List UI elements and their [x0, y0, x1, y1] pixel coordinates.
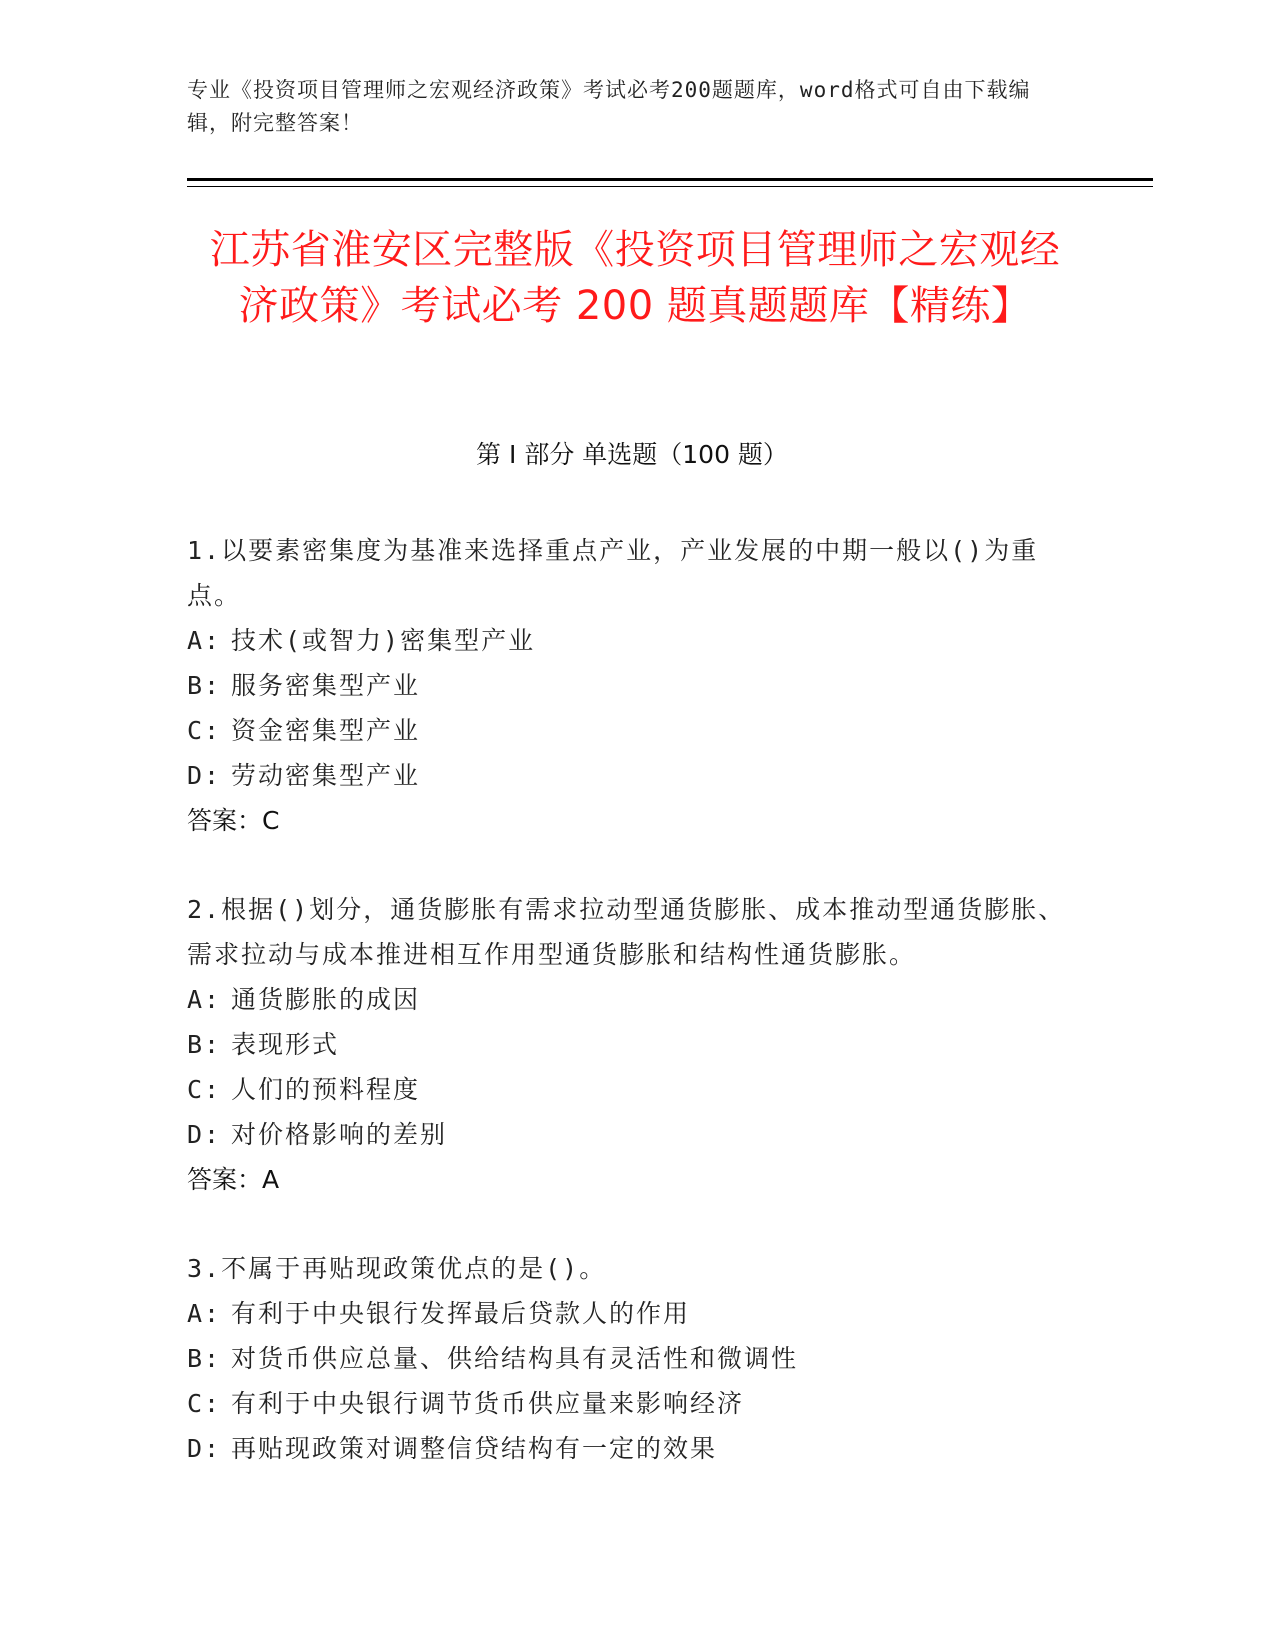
- option-d: [187, 1112, 1067, 1157]
- option-text: 通货膨胀的成因: [231, 985, 421, 1014]
- document-title: 江苏省淮安区完整版《投资项目管理师之宏观经济政策》考试必考 200 题真题题库【精练】: [209, 227, 1061, 329]
- option-text: 对价格影响的差别: [231, 1120, 448, 1149]
- answer: 答案：C: [187, 806, 280, 835]
- answer: 答案：A: [187, 1165, 280, 1194]
- question-stem: 2.根据()划分，通货膨胀有需求拉动型通货膨胀、成本推动型通货膨胀、需求拉动与成本推进相互作用型通货膨胀和结构性通货膨胀。: [187, 895, 1066, 969]
- option-a: [187, 618, 1067, 663]
- option-text: 有利于中央银行调节货币供应量来影响经济: [231, 1389, 745, 1418]
- option-d: [187, 1426, 1067, 1471]
- option-letter: C:: [187, 1075, 222, 1104]
- option-letter: A:: [187, 626, 222, 655]
- option-text: 表现形式: [231, 1030, 340, 1059]
- option-text: 有利于中央银行发挥最后贷款人的作用: [231, 1299, 691, 1328]
- option-letter: C:: [187, 716, 222, 745]
- option-letter: D:: [187, 1120, 222, 1149]
- question-list: [187, 528, 1067, 1515]
- option-text: 对货币供应总量、供给结构具有灵活性和微调性: [231, 1344, 799, 1373]
- option-letter: A:: [187, 985, 222, 1014]
- question-2: [187, 887, 1067, 1202]
- header-rule-thick: [187, 178, 1153, 181]
- option-c: [187, 708, 1067, 753]
- option-b: [187, 1336, 1067, 1381]
- option-text: 技术(或智力)密集型产业: [231, 626, 536, 655]
- option-a: [187, 977, 1067, 1022]
- option-d: [187, 753, 1067, 798]
- question-1: [187, 528, 1067, 843]
- option-letter: B:: [187, 671, 222, 700]
- option-text: 资金密集型产业: [231, 716, 421, 745]
- option-text: 再贴现政策对调整信贷结构有一定的效果: [231, 1434, 718, 1463]
- option-letter: B:: [187, 1344, 222, 1373]
- option-a: [187, 1291, 1067, 1336]
- option-letter: C:: [187, 1389, 222, 1418]
- option-b: [187, 663, 1067, 708]
- option-text: 人们的预料程度: [231, 1075, 421, 1104]
- option-c: [187, 1067, 1067, 1112]
- option-text: 劳动密集型产业: [231, 761, 421, 790]
- option-b: [187, 1022, 1067, 1067]
- question-3: [187, 1246, 1067, 1471]
- option-letter: B:: [187, 1030, 222, 1059]
- question-stem: 3.不属于再贴现政策优点的是()。: [187, 1254, 607, 1283]
- section-title: 第 I 部分 单选题（100 题）: [476, 440, 788, 469]
- option-c: [187, 1381, 1067, 1426]
- header-note: 专业《投资项目管理师之宏观经济政策》考试必考200题题库，word格式可自由下载编辑，附完整答案！: [187, 78, 1031, 135]
- option-letter: D:: [187, 761, 222, 790]
- header-rule-thin: [187, 186, 1153, 187]
- option-letter: A:: [187, 1299, 222, 1328]
- option-text: 服务密集型产业: [231, 671, 421, 700]
- question-stem: 1.以要素密集度为基准来选择重点产业，产业发展的中期一般以()为重点。: [187, 536, 1039, 610]
- option-letter: D:: [187, 1434, 222, 1463]
